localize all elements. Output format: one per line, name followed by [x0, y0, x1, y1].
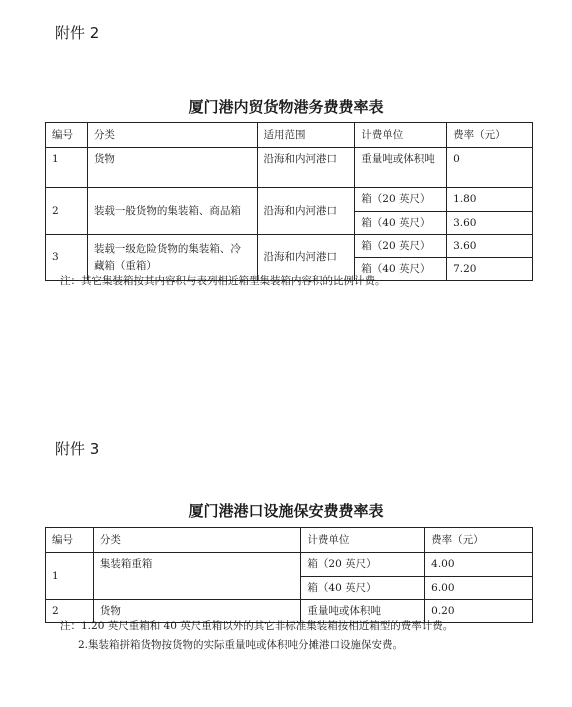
row-rate: 6.00: [425, 576, 533, 599]
row-unit: 箱（20 英尺）: [355, 234, 447, 257]
header-cell: 费率（元）: [425, 528, 533, 553]
attachment-3-note-1: 注：1.20 英尺重箱和 40 英尺重箱以外的其它非标准集装箱按相近箱型的费率计费。: [60, 620, 454, 632]
table-row: [46, 553, 533, 576]
attachment-2-title: 厦门港内贸货物港务费费率表: [188, 98, 384, 116]
table-row: [46, 234, 533, 257]
table-header-row: [46, 123, 533, 148]
table-row: [46, 188, 533, 211]
security-fee-table: [45, 527, 533, 623]
row-number: 3: [46, 234, 88, 281]
row-unit: 箱（40 英尺）: [301, 576, 425, 599]
row-rate: 3.60: [447, 234, 533, 257]
header-cell: 计费单位: [355, 123, 447, 148]
row-category: 装载一级危险货物的集装箱、冷藏箱（重箱）: [87, 234, 257, 281]
attachment-3-note-2: 2.集装箱拼箱货物按货物的实际重量吨或体积吨分摊港口设施保安费。: [78, 639, 404, 651]
header-cell: 分类: [87, 123, 257, 148]
header-cell: 分类: [93, 528, 300, 553]
row-scope: 沿海和内河港口: [257, 188, 355, 235]
row-rate: 0: [447, 148, 533, 188]
header-cell: 适用范围: [257, 123, 355, 148]
header-cell: 编号: [46, 123, 88, 148]
row-number: 1: [46, 148, 88, 188]
attachment-2-note: 注：其它集装箱按其内容积与表列相近箱型集装箱内容积的比例计费。: [60, 275, 386, 287]
row-rate: 1.80: [447, 188, 533, 211]
row-scope: 沿海和内河港口: [257, 148, 355, 188]
row-category: 货物: [93, 599, 300, 622]
row-unit: 重量吨或体积吨: [355, 148, 447, 188]
header-cell: 计费单位: [301, 528, 425, 553]
row-unit: 重量吨或体积吨: [301, 599, 425, 622]
row-unit: 箱（20 英尺）: [355, 188, 447, 211]
row-category: 货物: [87, 148, 257, 188]
row-unit: 箱（20 英尺）: [301, 553, 425, 576]
row-rate: 3.60: [447, 211, 533, 234]
row-unit: 箱（40 英尺）: [355, 211, 447, 234]
row-unit: 箱（40 英尺）: [355, 258, 447, 281]
row-category: 装载一般货物的集装箱、商品箱: [87, 188, 257, 235]
attachment-3-label: 附件 3: [55, 440, 100, 458]
row-category: 集装箱重箱: [93, 553, 300, 600]
row-rate: 4.00: [425, 553, 533, 576]
attachment-3-title: 厦门港港口设施保安费费率表: [188, 502, 384, 520]
table-row: [46, 148, 533, 188]
row-number: 1: [46, 553, 94, 600]
row-scope: 沿海和内河港口: [257, 234, 355, 281]
row-number: 2: [46, 188, 88, 235]
row-number: 2: [46, 599, 94, 622]
harbor-dues-table: [45, 122, 533, 281]
header-cell: 编号: [46, 528, 94, 553]
row-rate: 7.20: [447, 258, 533, 281]
header-cell: 费率（元）: [447, 123, 533, 148]
attachment-2-label: 附件 2: [55, 24, 100, 42]
row-rate: 0.20: [425, 599, 533, 622]
table-header-row: [46, 528, 533, 553]
